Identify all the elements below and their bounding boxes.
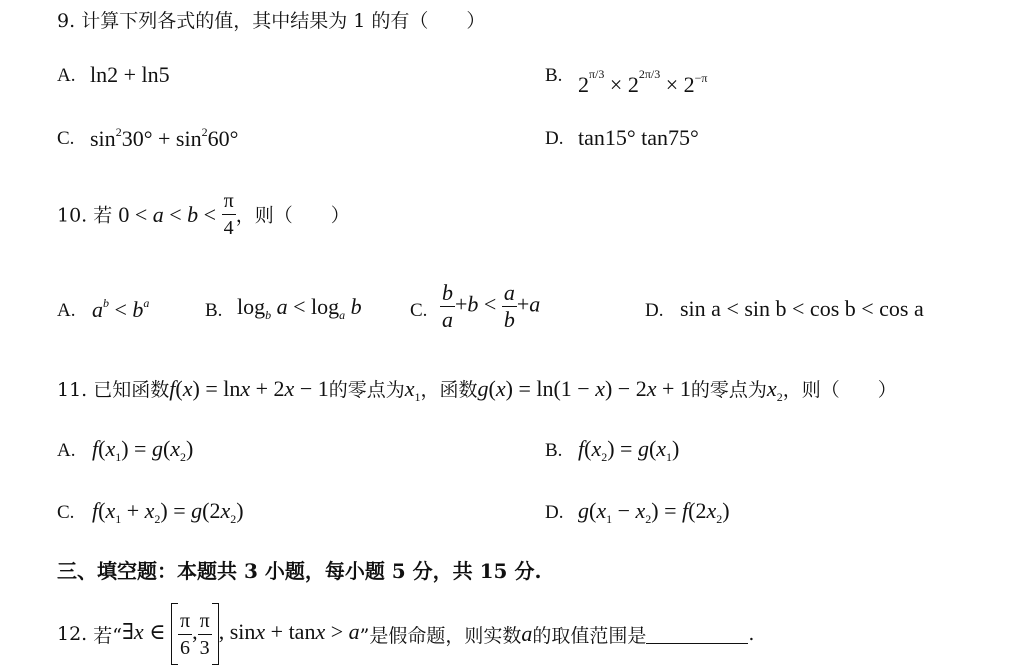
- q9-stem-text: 计算下列各式的值，其中结果为 1 的有（ ）: [81, 10, 486, 32]
- q9-option-c-label: C.: [57, 128, 75, 149]
- q9-option-b: $2^{\pi/3} \times 2^{2\pi/3} \times 2^{-\pi}$: [578, 67, 708, 97]
- q11-option-d: $g(x_1 - x_2) = f(2x_2)$: [578, 498, 730, 526]
- q9-stem: [57, 6, 485, 33]
- q12-stem-mid: ”是假命题，则实数: [359, 624, 522, 647]
- q9-option-d: tan15° tan75°: [578, 125, 699, 150]
- q11-x1: $x_1$: [404, 376, 421, 404]
- q9-option-a-label: A.: [57, 65, 76, 86]
- q12-answer-blank[interactable]: [646, 625, 748, 644]
- q11-x2: $x_2$: [766, 376, 783, 404]
- q10-stem-prefix: 若: [93, 204, 113, 227]
- q12-end: .: [748, 623, 755, 645]
- section-heading: 三、填空题：本题共 3 小题，每小题 5 分，共 15 分.: [57, 559, 542, 583]
- q10-stem-suffix: ，则（ ）: [235, 204, 350, 227]
- q11-number: 11.: [57, 379, 88, 401]
- q10-stem: [57, 190, 350, 243]
- q11-option-a: $f(x_1) = g(x_2)$: [92, 436, 194, 464]
- q11-stem-d: 的零点为: [690, 379, 767, 401]
- q10-option-c-label: C.: [410, 300, 428, 321]
- q12-stem-suffix: 的取值范围是: [532, 624, 647, 647]
- q10-option-b: $\log_b a < \log_a b$: [237, 294, 362, 322]
- q10-option-d-label: D.: [645, 300, 664, 321]
- q11-option-a-label: A.: [57, 440, 76, 461]
- q10-condition: 0 < a < b < $\frac{\pi}{4}$: [118, 190, 234, 239]
- q11-option-c-label: C.: [57, 502, 75, 523]
- q11-option-b: $f(x_2) = g(x_1)$: [578, 436, 680, 464]
- q12-number: 12.: [57, 623, 88, 645]
- q10-option-a: $a^b < b^a$: [92, 296, 150, 322]
- q12-variable-a: a: [521, 621, 533, 646]
- q11-option-b-label: B.: [545, 440, 563, 461]
- q12-proposition: ∃x ∈ $\frac{\pi}{6}$ , $\frac{\pi}{3}$ , sinx + tanx > a: [122, 603, 360, 665]
- q10-option-b-label: B.: [205, 300, 223, 321]
- q12-stem-prefix: 若“: [93, 624, 122, 647]
- q12-stem: [57, 605, 754, 663]
- q11-stem: [57, 375, 897, 405]
- q11-stem-c: ，函数: [420, 379, 478, 401]
- q11-option-c: $f(x_1 + x_2) = g(2x_2)$: [92, 498, 244, 526]
- q9-option-b-label: B.: [545, 65, 563, 86]
- q11-g-def: g(x) = ln(1 − x) − 2x + 1: [477, 376, 691, 401]
- q10-option-a-label: A.: [57, 300, 76, 321]
- q11-f-def: f(x) = lnx + 2x − 1: [169, 376, 329, 401]
- q9-option-a: ln2 + ln5: [90, 62, 170, 87]
- q9-option-c: $\sin^230^\circ + \sin^260^\circ$: [90, 125, 239, 151]
- q10-option-c: $\frac{b}{a}$ +b < $\frac{a}{b}$ +a: [442, 280, 541, 332]
- q11-stem-b: 的零点为: [328, 379, 405, 401]
- q11-stem-a: 已知函数: [93, 379, 170, 401]
- q9-option-d-label: D.: [545, 128, 564, 149]
- q10-option-d: sin a < sin b < cos b < cos a: [680, 296, 924, 321]
- q10-number: 10.: [57, 204, 88, 227]
- q11-stem-e: ，则（ ）: [782, 379, 897, 401]
- q11-option-d-label: D.: [545, 502, 564, 523]
- q9-number: 9.: [57, 10, 76, 32]
